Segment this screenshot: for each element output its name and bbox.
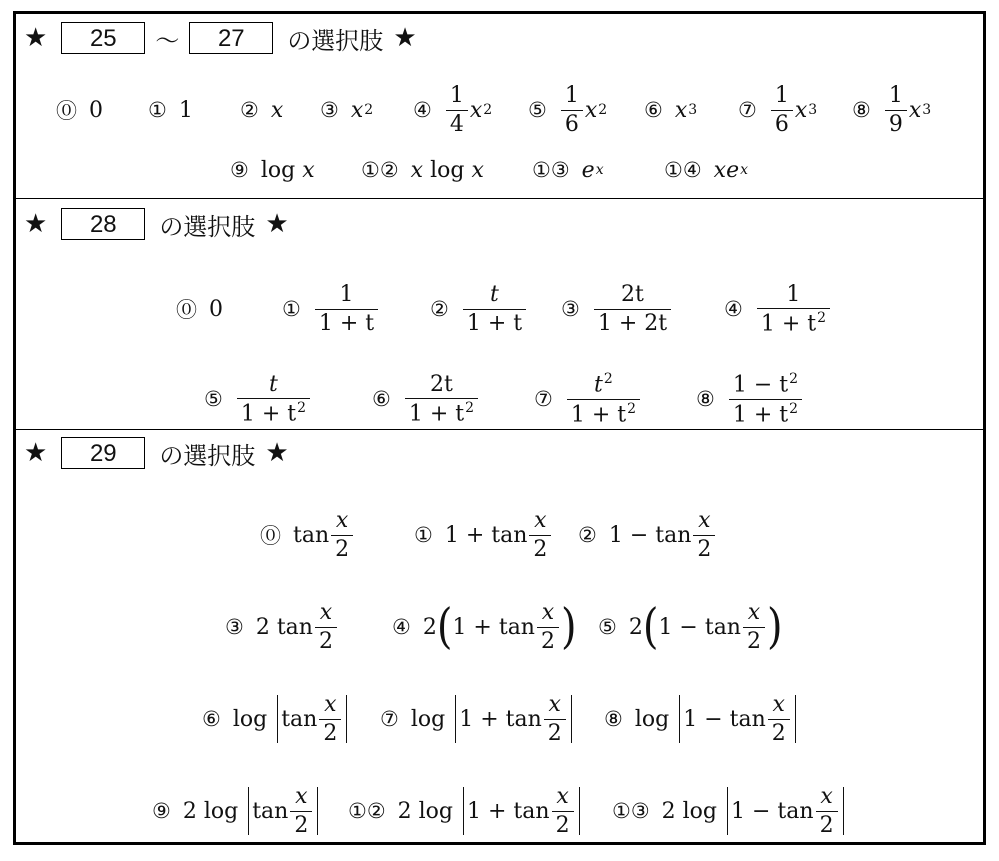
log-fn: log xyxy=(260,157,296,183)
option-number: ① xyxy=(148,98,167,122)
option-expr: 1 + tan xyxy=(452,614,535,640)
options-row xyxy=(16,595,983,659)
denominator: 1 + t xyxy=(570,401,627,427)
fraction xyxy=(743,600,765,654)
fraction xyxy=(446,83,468,137)
option-expr: x xyxy=(270,97,284,123)
section-title: の選択肢 xyxy=(159,441,256,470)
numerator: x xyxy=(295,784,308,810)
fraction xyxy=(537,600,559,654)
option-number: ⑦ xyxy=(738,98,757,122)
option-9 xyxy=(230,148,315,192)
star-icon: ★ xyxy=(265,209,289,239)
fraction xyxy=(237,372,310,427)
option-expr: 1 − tan xyxy=(731,798,814,824)
option-number: ⑦ xyxy=(380,707,399,731)
option-8 xyxy=(604,687,799,751)
numerator: 1 xyxy=(786,281,801,307)
option-expr: 1 + tan xyxy=(444,522,528,548)
left-paren: ( xyxy=(436,599,453,655)
log-fn: log xyxy=(410,706,446,732)
option-expr: 1 − tan xyxy=(658,614,741,640)
option-13 xyxy=(612,779,847,843)
abs-bar xyxy=(727,787,728,835)
answer-box-29: 29 xyxy=(61,437,145,469)
fraction xyxy=(290,784,312,838)
section-25-27 xyxy=(16,14,983,199)
fraction xyxy=(331,508,353,562)
left-paren: ( xyxy=(642,599,659,655)
option-number: ① xyxy=(282,297,301,321)
numerator: 1 xyxy=(339,282,354,308)
numerator: 1 xyxy=(774,83,789,109)
options-row xyxy=(16,687,983,751)
exponent: 3 xyxy=(808,102,818,118)
option-8 xyxy=(852,80,931,140)
log-fn: log xyxy=(232,706,268,732)
numerator: x xyxy=(772,692,785,718)
option-number: ⑨ xyxy=(152,799,171,823)
log-fn: 2 log xyxy=(182,798,239,824)
section-title: の選択肢 xyxy=(287,26,384,55)
option-6 xyxy=(644,80,697,140)
option-3 xyxy=(320,80,373,140)
option-number: ⑧ xyxy=(696,387,715,411)
option-number: ⑥ xyxy=(372,387,391,411)
section-header xyxy=(24,20,417,56)
var-x: x xyxy=(584,97,598,123)
fraction xyxy=(561,83,583,137)
numerator: x xyxy=(747,600,761,626)
log-fn: log xyxy=(634,706,670,732)
exponent: x xyxy=(740,162,749,178)
answer-box-25: 25 xyxy=(61,22,145,54)
abs-bar xyxy=(579,787,580,835)
abs-bar xyxy=(679,695,680,743)
option-8 xyxy=(696,368,804,430)
denominator: 2 xyxy=(319,719,341,746)
section-header xyxy=(24,435,289,471)
numerator: 1 − t xyxy=(732,372,789,398)
option-number: ①③ xyxy=(612,799,650,823)
options-row xyxy=(16,80,983,140)
var-x: x xyxy=(302,157,315,183)
denominator: 1 + 2t xyxy=(594,309,671,336)
abs-bar xyxy=(277,695,278,743)
numerator: x xyxy=(319,600,333,626)
numerator: 1 xyxy=(888,83,903,109)
numerator: x xyxy=(698,508,711,534)
numerator: x xyxy=(324,692,337,718)
var-x: x xyxy=(794,97,808,123)
numerator: 2t xyxy=(430,371,453,397)
fraction xyxy=(768,692,790,746)
option-7 xyxy=(738,80,817,140)
option-number: ⑤ xyxy=(598,615,617,639)
options-row xyxy=(16,148,983,192)
option-number: ⑥ xyxy=(644,98,663,122)
coefficient: 2 xyxy=(422,614,437,640)
fraction xyxy=(319,692,341,746)
option-number: ② xyxy=(430,297,449,321)
exponent: 2 xyxy=(789,400,799,417)
option-number: ⑦ xyxy=(534,387,553,411)
options-row xyxy=(16,503,983,567)
star-icon: ★ xyxy=(393,23,417,53)
var-x: x xyxy=(908,97,922,123)
numerator: x xyxy=(541,600,555,626)
option-0 xyxy=(56,80,103,140)
option-13 xyxy=(532,148,604,192)
divider xyxy=(16,429,983,430)
option-3 xyxy=(561,278,673,340)
fraction xyxy=(315,600,337,654)
var-x: x xyxy=(713,157,727,183)
numerator: t xyxy=(490,282,499,308)
coefficient: 2 xyxy=(628,614,643,640)
abs-bar xyxy=(463,787,464,835)
denominator: 6 xyxy=(561,110,583,137)
answer-box-28: 28 xyxy=(61,208,145,240)
option-expr: 1 + tan xyxy=(467,798,550,824)
exponent: 2 xyxy=(297,399,307,416)
abs-bar xyxy=(795,695,796,743)
star-icon: ★ xyxy=(265,438,289,468)
option-expr: tan xyxy=(281,706,318,732)
option-1 xyxy=(414,503,553,567)
star-icon: ★ xyxy=(24,209,48,239)
denominator: 2 xyxy=(743,627,765,654)
option-14 xyxy=(664,148,748,192)
option-expr: tan xyxy=(293,522,330,548)
numerator: 1 xyxy=(449,83,464,109)
numerator: t xyxy=(594,372,603,398)
option-expr: 1 − tan xyxy=(608,522,692,548)
right-paren: ) xyxy=(766,599,783,655)
denominator: 2 xyxy=(693,535,715,562)
option-4 xyxy=(392,595,577,659)
log-fn: 2 log xyxy=(661,798,718,824)
option-3 xyxy=(225,595,339,659)
var-x: x xyxy=(410,157,424,183)
fraction xyxy=(315,282,378,336)
numerator: x xyxy=(534,508,547,534)
denominator: 1 + t xyxy=(408,401,465,427)
denominator: 2 xyxy=(816,811,838,838)
numerator: x xyxy=(820,784,833,810)
numerator: 2t xyxy=(621,282,644,308)
option-number: ③ xyxy=(561,297,580,321)
option-number: ④ xyxy=(392,615,411,639)
option-number: ①③ xyxy=(532,158,570,182)
option-number: ② xyxy=(578,523,597,547)
option-number: ⑧ xyxy=(852,98,871,122)
divider xyxy=(16,198,983,199)
option-1 xyxy=(148,80,193,140)
option-5 xyxy=(528,80,607,140)
tilde: ～ xyxy=(155,26,180,55)
option-4 xyxy=(724,278,832,340)
option-number: ① xyxy=(414,523,433,547)
denominator: 2 xyxy=(529,535,551,562)
abs-bar xyxy=(248,787,249,835)
abs-bar xyxy=(571,695,572,743)
option-2 xyxy=(578,503,717,567)
denominator: 2 xyxy=(331,535,353,562)
star-icon: ★ xyxy=(24,438,48,468)
denominator: 9 xyxy=(885,110,907,137)
choices-frame xyxy=(13,11,986,845)
section-28 xyxy=(16,200,983,430)
abs-bar xyxy=(843,787,844,835)
option-6 xyxy=(372,368,480,430)
denominator: 1 + t xyxy=(760,311,817,337)
right-paren: ) xyxy=(560,599,577,655)
option-4 xyxy=(413,80,492,140)
denominator: 2 xyxy=(768,719,790,746)
options-row xyxy=(16,779,983,843)
denominator: 1 + t xyxy=(732,401,789,427)
exponent: 2 xyxy=(483,102,493,118)
star-icon: ★ xyxy=(24,23,48,53)
option-number: ⑤ xyxy=(204,387,223,411)
exponent: 2 xyxy=(817,309,827,326)
option-12 xyxy=(348,779,583,843)
exponent: x xyxy=(595,162,604,178)
var-x: x xyxy=(471,157,484,183)
option-number: ⑤ xyxy=(528,98,547,122)
option-5 xyxy=(598,595,783,659)
option-12 xyxy=(361,148,484,192)
fraction xyxy=(405,372,478,427)
var-e: e xyxy=(581,157,595,183)
abs-bar xyxy=(346,695,347,743)
option-number: ⓪ xyxy=(176,298,197,322)
fraction xyxy=(771,83,793,137)
option-expr: 1 + tan xyxy=(459,706,542,732)
option-expr: 0 xyxy=(209,296,223,322)
exponent: 2 xyxy=(465,399,475,416)
log-fn: 2 log xyxy=(397,798,454,824)
numerator: t xyxy=(269,371,278,397)
option-9 xyxy=(152,779,321,843)
option-number: ⓪ xyxy=(260,524,281,548)
denominator: 2 xyxy=(290,811,312,838)
fraction xyxy=(729,371,802,427)
abs-bar xyxy=(455,695,456,743)
option-expr: tan xyxy=(252,798,289,824)
section-header xyxy=(24,206,289,242)
option-expr: 1 − tan xyxy=(683,706,766,732)
option-number: ①② xyxy=(361,158,399,182)
option-number: ⑧ xyxy=(604,707,623,731)
answer-box-27: 27 xyxy=(189,22,273,54)
option-number: ①④ xyxy=(664,158,702,182)
option-1 xyxy=(282,278,380,340)
exponent: 2 xyxy=(627,400,637,417)
fraction xyxy=(594,282,671,336)
denominator: 1 + t xyxy=(315,309,378,336)
abs-bar xyxy=(317,787,318,835)
exponent: 3 xyxy=(688,102,698,118)
option-6 xyxy=(202,687,350,751)
exponent: 2 xyxy=(789,370,799,387)
option-0 xyxy=(176,278,223,340)
fraction xyxy=(552,784,574,838)
denominator: 1 + t xyxy=(463,309,526,336)
fraction xyxy=(567,371,640,427)
options-row xyxy=(16,368,983,430)
option-number: ①② xyxy=(348,799,386,823)
denominator: 2 xyxy=(315,627,337,654)
numerator: x xyxy=(556,784,569,810)
numerator: x xyxy=(335,508,349,534)
fraction xyxy=(816,784,838,838)
denominator: 2 xyxy=(537,627,559,654)
option-5 xyxy=(204,368,312,430)
option-number: ③ xyxy=(320,98,339,122)
option-number: ④ xyxy=(724,297,743,321)
option-expr: 0 xyxy=(89,97,103,123)
options-row xyxy=(16,278,983,340)
numerator: x xyxy=(548,692,561,718)
option-7 xyxy=(534,368,642,430)
exponent: 3 xyxy=(922,102,932,118)
exponent: 2 xyxy=(598,102,608,118)
option-number: ⓪ xyxy=(56,99,77,123)
option-expr: 2 tan xyxy=(255,614,313,640)
var-e: e xyxy=(726,157,740,183)
section-title: の選択肢 xyxy=(159,212,256,241)
fraction xyxy=(757,282,830,337)
denominator: 2 xyxy=(552,811,574,838)
option-number: ⑥ xyxy=(202,707,221,731)
var-x: x xyxy=(350,97,364,123)
exponent: 2 xyxy=(364,102,374,118)
fraction xyxy=(885,83,907,137)
fraction xyxy=(529,508,551,562)
fraction xyxy=(544,692,566,746)
option-0 xyxy=(260,503,355,567)
option-2 xyxy=(240,80,283,140)
option-7 xyxy=(380,687,575,751)
var-x: x xyxy=(469,97,483,123)
var-x: x xyxy=(674,97,688,123)
denominator: 1 + t xyxy=(240,401,297,427)
option-number: ③ xyxy=(225,615,244,639)
option-expr: 1 xyxy=(178,97,193,123)
option-number: ② xyxy=(240,98,259,122)
denominator: 2 xyxy=(544,719,566,746)
numerator: 1 xyxy=(564,83,579,109)
log-fn: log xyxy=(430,157,465,183)
option-2 xyxy=(430,278,528,340)
denominator: 6 xyxy=(771,110,793,137)
exponent: 2 xyxy=(603,370,613,387)
section-29 xyxy=(16,431,983,842)
fraction xyxy=(463,282,526,336)
option-number: ④ xyxy=(413,98,432,122)
option-number: ⑨ xyxy=(230,158,249,182)
denominator: 4 xyxy=(446,110,468,137)
fraction xyxy=(693,508,715,562)
